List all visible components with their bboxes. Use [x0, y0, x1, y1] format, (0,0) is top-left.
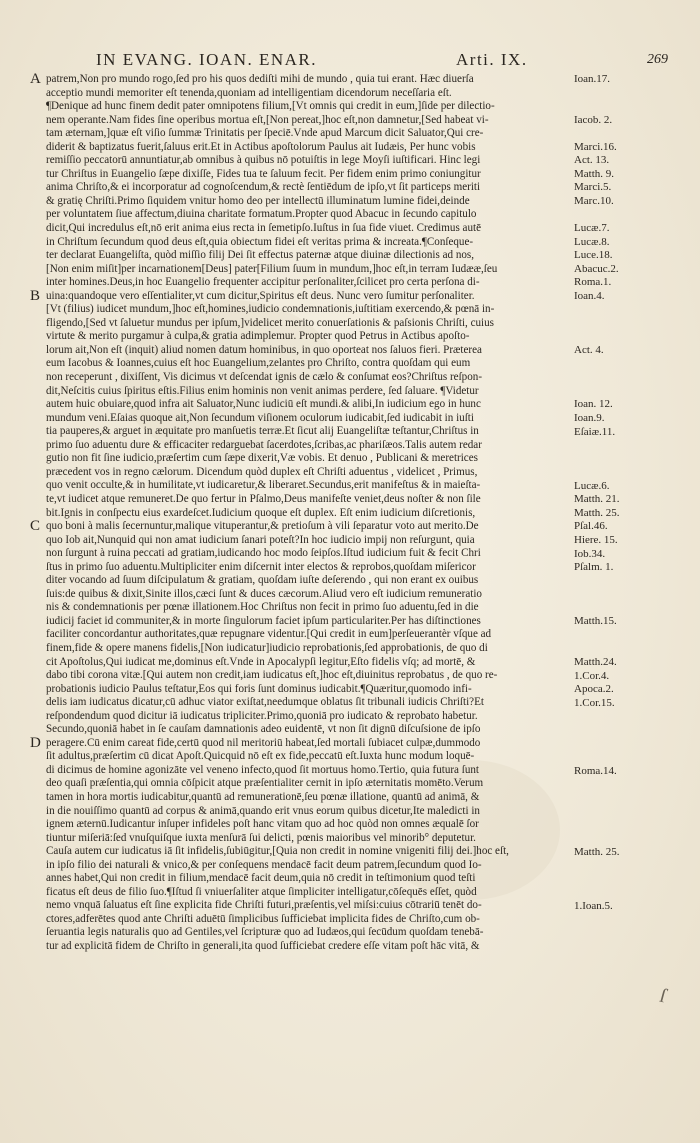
margin-reference: Matth. 9. [574, 167, 615, 180]
text-line: fligendo,[Sed vt ſaluetur mundus per ipſum,]videlicet merito conuerſationis & paſsionis Chriſti, cuius [46, 316, 494, 329]
margin-reference: Matth. 25. [574, 845, 620, 858]
text-line: ſuis:de quibus & dixit,Sinite illos,cæci ſunt & duces cæcorum.Aliud vero eſt iudicium remuneratio [46, 587, 482, 600]
text-line: quo venit occulte,& in humilitate,vt iudicaretur,& liberaret.Secundus,erit manifeſtus & in maieſta- [46, 479, 481, 492]
text-line: faciliter concordantur authoritates,quæ repugnare videntur.[Qui credit in eum]perſeuerantèr vſque ad [46, 628, 492, 641]
text-line: ficatus eſt deus de filio ſuo.¶Iſtud ſi vniuerſaliter atque ſimpliciter intelligatur,cōſequēs eſſet, quòd [46, 885, 477, 898]
text-line: tamen in hora mortis iudicabitur,quantū ad remunerationē,ſeu pœnæ illatione, quantū ad animā, & [46, 790, 480, 803]
margin-reference: Apoca.2. [574, 683, 614, 696]
text-line: deo quaſi præſentia,qui omnia cōſpicit atque præſentialiter cernit in ipſo æternitatis momēto.Verum [46, 777, 484, 790]
text-line: diderit & baptizatus fuerit,ſaluus erit.Et in Actibus apoſtolorum Paulus ait Iudæis, Per hunc vobis [46, 140, 476, 153]
text-line: tur Chriſtus in Euangelio ſæpe dixiſſe, Fides tua te ſaluum fecit. Per fidem enim primo coniungitur [46, 167, 481, 180]
margin-reference: 1.Cor.15. [574, 696, 615, 709]
text-line: iudicij faciet id communiter,& in morte ſingulorum faciet ipſum particulariter.Per has diſtinctiones [46, 614, 481, 627]
text-line: in Chriſtum ſecundum quod deus eſt,quia obiectum fidei eſt veritas prima & increata.¶Conſeque- [46, 235, 474, 248]
margin-reference: Iacob. 2. [574, 113, 613, 126]
margin-reference: Ioan. 12. [574, 398, 613, 411]
text-line: ignem æternū.Iudicantur inſuper infideles poſt hanc vitam quo ad hoc quòd non omnes æqualē ſor [46, 818, 479, 831]
text-line: præcedent vos in regno cælorum. Dicendum quòd duplex eſt Chriſti aduentus , videlicet , Primus, [46, 465, 478, 478]
margin-reference: Matth.24. [574, 656, 617, 669]
header-article: Arti. IX. [456, 50, 528, 69]
margin-reference: Act. 13. [574, 154, 610, 167]
text-line: acceptio mundi memoriter eſt tenenda,quoniam ad intelligentiam dicendorum neceſſaria eſt. [46, 86, 452, 99]
text-line: & gratię Chriſti.Primo ſiquidem vnitur homo deo per intellectū illuminatum lumine fidei,deinde [46, 194, 470, 207]
text-line: mundum veni.Eſaias quoque ait,Non ſecundum viſionem oculorum iudicabit,ſed iudicabit in iuſti [46, 411, 474, 424]
text-line: delis iam iudicatus dicatur,cū adhuc viator exiſtat,needumque oblatus ſit tribunali iudicis Chriſti?Et [46, 696, 484, 709]
text-line: ſit adultus,præſertim cū dicat Apoſt.Quicquid nō eſt ex fide,peccatū eſt.Iuxta hunc modum loquē- [46, 750, 475, 763]
text-line: tia pauperes,& arguet in æquitate pro manſuetis terræ.Et ſicut alij Euangeliſtæ teſtantur,Chriſtus in [46, 425, 479, 438]
text-line: ctores,adferētes quod ante Chriſti aduētū ſimplicibus ſufficiebat implicita fides de Chriſto,cum ob- [46, 912, 480, 925]
text-line: ¶Denique ad hunc finem dedit pater omnipotens filium,[Vt omnis qui credit in eum,]ſide per dilectio- [46, 100, 495, 113]
margin-reference: 1.Cor.4. [574, 669, 610, 682]
margin-reference: Roma.14. [574, 764, 617, 777]
text-line: in ipſo filio dei naturali & vnico,& per conſequens mendacē facit deum patrem,ſecundum quod Io- [46, 858, 482, 871]
text-line: peragere.Cū enim careat fide,certū quod nil meritoriū habeat,ſed mortali ſubiacet culpæ,dummodo [46, 736, 481, 749]
text-line: dabo tibi corona vitæ.[Qui autem non credit,iam iudicatus eſt,]hoc eſt,diuinitus reprobatus , de quo re- [46, 669, 498, 682]
margin-reference: Eſaiæ.11. [574, 425, 616, 438]
text-line: reſpondendum quod dicitur iā iudicatus tripliciter.Primo,quoniā pro iudicato & reprobato habetur. [46, 709, 478, 722]
text-line: [Non enim miſit]per incarnationem[Deus] pater[Filium ſuum in mundum,]hoc eſt,in terram Iudææ,ſeu [46, 262, 498, 275]
margin-reference: Ioan.17. [574, 73, 611, 85]
text-line: dicit,Qui incredulus eſt,nō erit anima eius recta in ſemetipſo.Iuſtus in ſua fide viuet. Credimus autē [46, 222, 482, 235]
text-line: ter declarat Euangeliſta, quòd miſſio filij Dei ſit effectus paternæ atque diuinæ dilectionis ad nos, [46, 249, 475, 262]
text-line: Cauſa autem cur iudicatus iā ſit infidelis,ſubiūgitur,[Quia non credit in nomine vnigeniti filij dei.]hoc eſt, [46, 845, 509, 858]
section-letter: C [30, 518, 41, 535]
text-line: probationis iudicio Paulus teſtatur,Eos qui foris ſunt dominus iudicabit.¶Quæritur,quomodo infi- [46, 682, 472, 695]
text-line: Secundo,quoniā habet in ſe cauſam damnationis adeo euidentē, vt non ſit dignū diſcuſsione de ipſo [46, 723, 481, 736]
margin-reference: Matth. 21. [574, 493, 620, 506]
text-line: ſeruantia legis naturalis quo ad Gentiles,vel ſcripturæ quo ad Iudæos,qui ſecūdum quoſdam tenebā- [46, 926, 484, 939]
text-line: tam æternam,]quæ eſt viſio ſummæ Trinitatis per ſpeciē.Vnde apud Marcum dicit Saluator,Qui cre- [46, 127, 484, 140]
margin-reference: Lucæ.6. [574, 479, 610, 492]
text-line: in die nouiſſimo quantū ad corpus & animā,quando erit vnus eorum quibus dicetur,Ite maledicti in [46, 804, 480, 817]
section-letter: A [30, 71, 41, 87]
text-line: non receperunt , dixiſſent, Vis dicimus vt deſcendat ignis de cælo & conſumat eos?Chriſtus reſpon- [46, 371, 483, 384]
text-line: nem operante.Nam fides ſine operibus mortua eſt,[Non pereat,]hoc eſt,non damnetur,[Sed habeat vi- [46, 113, 489, 126]
text-line: gutio non fit ſine iudicio,præſertim cum ſæpe dixerit,Væ vobis. Et denuo , Publicani & meretrices [46, 452, 478, 465]
margin-reference: Ioan.4. [574, 289, 605, 302]
section-letter: B [30, 287, 41, 304]
margin-reference: Luce.18. [574, 249, 613, 262]
text-line: lorum ait,Non eſt (inquit) aliud nomen datum hominibus, in quo oporteat nos ſaluos fieri. Præterea [46, 343, 482, 356]
margin-reference: Ioan.9. [574, 412, 605, 424]
margin-reference: Marc.10. [574, 195, 614, 208]
text-line: per voluntatem ſiue affectum,diuina charitate formatum.Propter quod Abacuc in ſecundo capitulo [46, 208, 477, 221]
margin-reference: Hiere. 15. [574, 534, 618, 547]
text-line: annes habet,Qui non credit in filium,mendacē facit deum,quia nō credit in teſtimonium quod teſti [46, 872, 476, 885]
page-number: 269 [647, 52, 668, 67]
text-line: finem,fide & opere manens fidelis,[Non iudicatur]iudicio reprobationis,ſed approbationis, de quo di [46, 641, 488, 654]
margin-reference: Marci.5. [574, 181, 612, 194]
text-line: cit Apoſtolus,Qui iudicat me,dominus eſt.Vnde in Apocalypſi legitur,Eſto fidelis vſq; ad mortē, & [46, 655, 476, 668]
text-line: eum Iacobus & Ioannes,cuius eſt hoc Euangelium,zelantes pro Chriſto, contra quoſdam qui eum [46, 357, 471, 370]
margin-reference: Marci.16. [574, 140, 617, 153]
margin-reference: 1.Ioan.5. [574, 900, 613, 913]
margin-reference: Iob.34. [574, 547, 606, 560]
margin-reference: Matth.15. [574, 615, 617, 628]
text-line: quo Iob ait,Nunquid qui non amat iudicium ſanari poteſt?In hoc iudicio impij non reſurgunt, quia [46, 533, 475, 546]
text-line: tiuntur miſeriā:ſed vnuſquiſque iuxta menſurā ſui delicti, pœnis maioribus vel minorib° deputetur. [46, 831, 476, 844]
margin-reference: Roma.1. [574, 276, 612, 289]
margin-reference: Lucæ.8. [574, 235, 610, 248]
text-line: ſtus in primo ſuo aduentu.Multipliciter enim diſcernit inter electos & reprobos,quoſdam miſericor [46, 560, 476, 573]
text-line: diter vocando ad ſuum diſcipulatum & gratiam, quoſdam iuſte deſerendo , qui non erant ex ouibus [46, 574, 479, 587]
margin-reference: Pſal.46. [574, 520, 608, 533]
text-line: primo ſuo aduentu dure & efficaciter redarguebat ſacerdotes,ſcribas,ac phariſæos.Talis autem redar [46, 438, 482, 451]
text-line: uina:quandoque vero eſſentialiter,vt cum dicitur,Spiritus eſt deus. Nunc vero ſumitur perſonaliter. [46, 289, 475, 302]
text-line: non ſurgunt à ruina peccati ad gratiam,iudicando hoc modo ſeipſos.Iſtud iudicium fuit & fecit Chri [46, 547, 481, 560]
margin-reference: Act. 4. [574, 344, 604, 357]
text-line: nis & condemnationis per pœnæ illationem.Hoc Chriſtus non fecit in primo ſuo aduentu,ſed in die [46, 601, 479, 614]
text-line: dit,Neſcitis cuius ſpiritus eſtis.Filius enim hominis non venit animas perdere, ſed ſaluare. ¶Videtur [46, 384, 479, 397]
margin-reference: Pſalm. 1. [574, 561, 614, 574]
text-line: bit.Ignis in conſpectu eius exardeſcet.Iudicium quoque eſt duplex. Eſt enim iudicium diſcretionis, [46, 506, 476, 519]
text-line: patrem,Non pro mundo rogo,ſed pro his quos dediſti mihi de mundo , quia tui erant. Hæc diuerſa [46, 73, 474, 85]
text-line: di dicimus de homine agonizāte vel veneno infecto,quod ſit mortuus homo.Tertio, quia futura ſunt [46, 763, 480, 776]
section-letter: D [30, 735, 41, 752]
text-line: nemo vnquā ſaluatus eſt ſine explicita fide Chriſti futuri,præſentis,vel miſsi:cuius cōtrariū tenēt do- [46, 899, 482, 912]
margin-reference: Lucæ.7. [574, 222, 610, 235]
text-line: remiſſio peccatorū annuntiatur,ab omnibus à quibus nō potuiſtis in lege Moyſi iuſtificari. Hinc legi [46, 154, 481, 167]
header-title: IN EVANG. IOAN. ENAR. [96, 50, 318, 69]
text-line: autem huic obuiare,quod infra ait Saluator,Nunc iudiciū eſt mundi.& alibi,In iudicium ego in hunc [46, 398, 481, 411]
text-line: anima Chriſto,& ei incorporatur ad cognoſcendum,& rectè ſentiēdum de ipſo,vt ſit particeps meriti [46, 181, 481, 194]
margin-reference: Abacuc.2. [574, 262, 619, 275]
text-line: [Vt (filius) iudicet mundum,]hoc eſt,homines,iudicio condemnationis,iuſtitiam exercendo,& pœnā in- [46, 303, 495, 316]
text-line: tur ad explicitā fidem de Chriſto in generali,ita quod ſufficiebat credere eſſe vitam poſt hāc vitā, & [46, 940, 480, 952]
text-line: quo boni à malis ſecernuntur,malique vituperantur,& pretioſum à vili ſeparatur voto aut merito.De [46, 520, 479, 533]
text-line: te,vt iudicet atque remuneret.De quo fertur in Pſalmo,Deus manifeſte veniet,deus noſter & non ſile [46, 492, 481, 505]
main-text-column [46, 73, 576, 954]
text-line: inter homines.Deus,in hoc Euangelio frequenter accipitur perſonaliter,ſcilicet pro certa perſona di- [46, 276, 480, 289]
pen-mark-icon: ſ [657, 984, 669, 1008]
text-line: virtute & merito purgamur à culpa,& gratia adimplemur. Propter quod Petrus in Actibus apoſto- [46, 330, 470, 343]
margin-reference: Matth. 25. [574, 506, 620, 519]
